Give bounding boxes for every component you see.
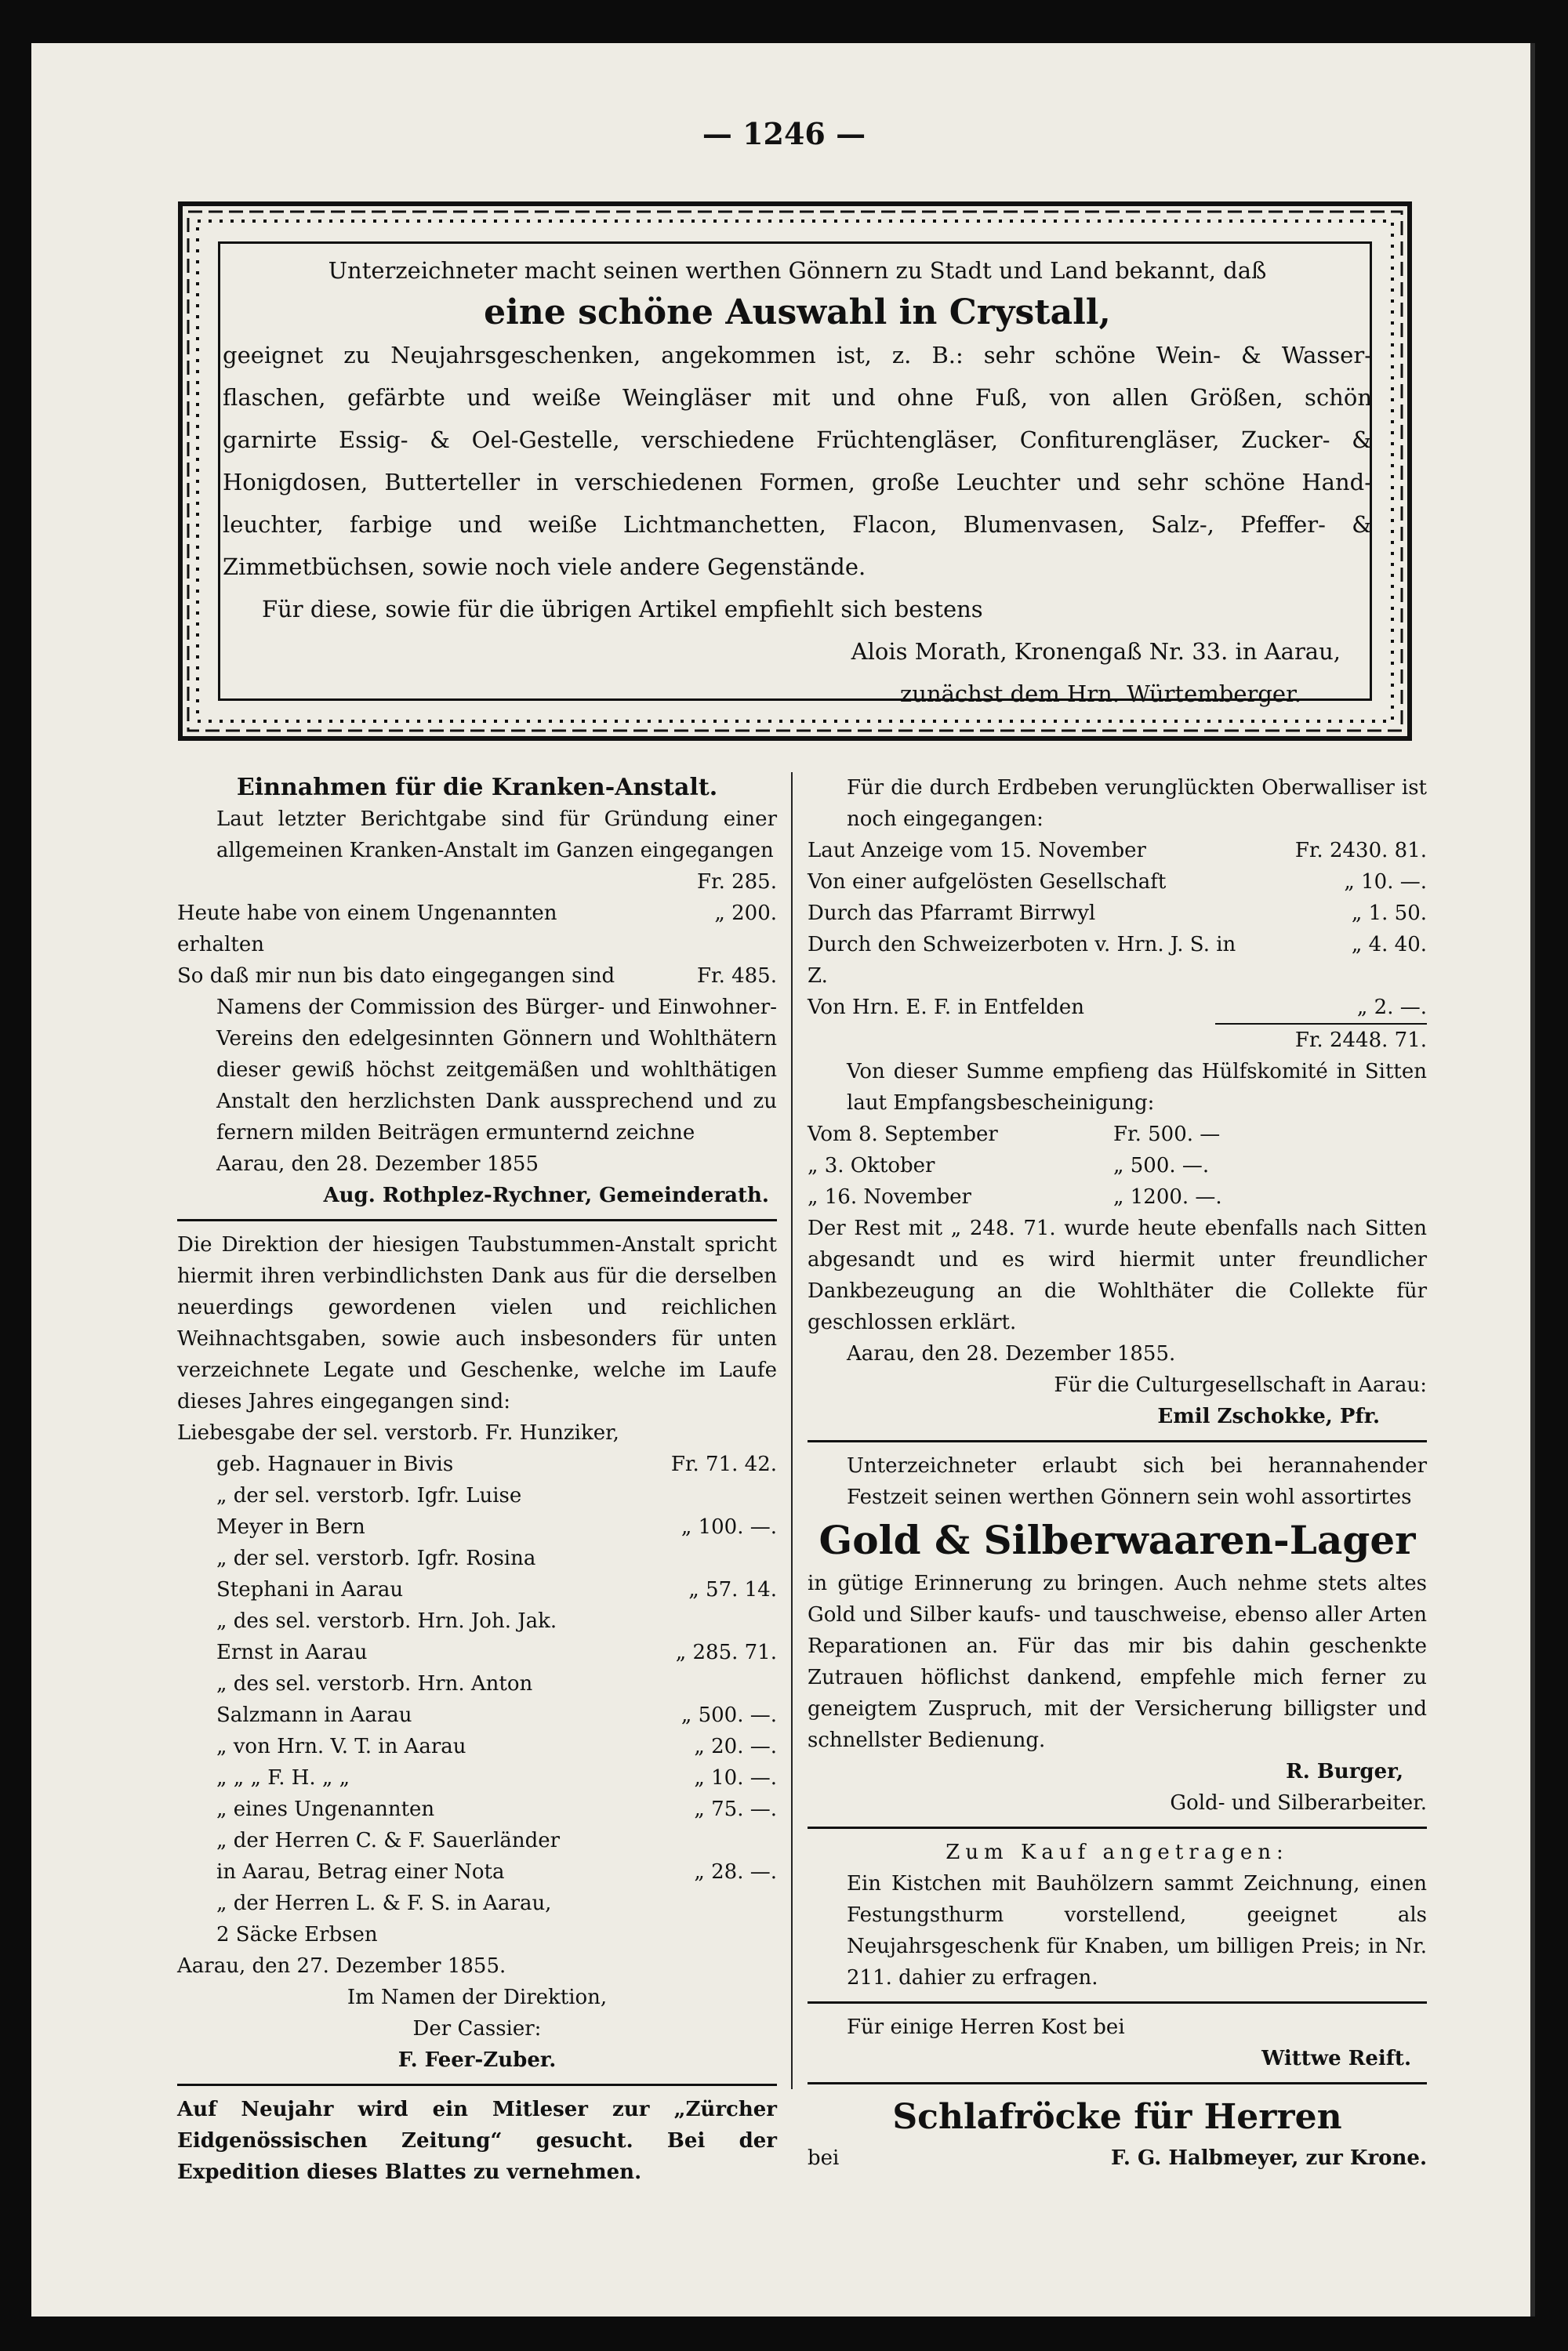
list-item: Vom 8. September Fr. 500. — — [808, 1123, 1221, 1146]
direktion-date: Aarau, den 27. Dezember 1855. — [177, 1954, 506, 1978]
divider — [808, 2082, 1427, 2084]
list-item: in Aarau, Betrag einer Nota „ 28. —. — [216, 1860, 777, 1884]
list-item: Meyer in Bern „ 100. —. — [216, 1515, 777, 1539]
legate-list — [177, 1449, 777, 1950]
sale-heading: Zum Kauf angetragen: — [946, 1841, 1289, 1864]
ad-signature: Alois Morath, Kronengaß Nr. 33. in Aarau, — [851, 638, 1341, 665]
kost-signer: Wittwe Reift. — [1261, 2047, 1411, 2070]
legate-first: Liebesgabe der sel. verstorb. Fr. Hunziker, — [177, 1421, 619, 1445]
list-item: Stephani in Aarau „ 57. 14. — [216, 1578, 777, 1602]
list-item: „ 16. November „ 1200. —. — [808, 1185, 1222, 1209]
list-item: Von Hrn. E. F. in Entfelden „ 2. —. — [808, 996, 1427, 1019]
sale-body: Ein Kistchen mit Bauhölzern sammt Zeichnung, einen Festungsthurm vorstellend, geeignet als Neujahrsgeschenk für Knaben, um billigen Preis; in Nr. 211. dahier zu erfragen. — [847, 1872, 1427, 1990]
kranken-date: Aarau, den 28. Dezember 1855 — [216, 1152, 539, 1176]
list-item: „ der Herren C. & F. Sauerländer — [216, 1829, 561, 1852]
list-item: „ der Herren L. & F. S. in Aarau, — [216, 1892, 552, 1915]
culture-society: Für die Culturgesellschaft in Aarau: — [1054, 1373, 1427, 1397]
list-item: Von einer aufgelösten Gesellschaft „ 10. —. — [808, 870, 1427, 894]
list-item: Laut Anzeige vom 15. November Fr. 2430. 81. — [808, 839, 1427, 862]
divider — [177, 2084, 777, 2086]
column-divider — [791, 772, 793, 2089]
ad-body-line: Zimmetbüchsen, sowie noch viele andere Gegenstände. — [223, 553, 866, 580]
kranken-today-row — [177, 898, 777, 960]
left-column — [177, 772, 777, 2188]
list-item: „ des sel. verstorb. Hrn. Joh. Jak. — [216, 1609, 557, 1633]
kranken-intro-amount-row — [177, 866, 777, 898]
kranken-total-amount: Fr. 485. — [696, 964, 777, 988]
oberwallis-intro: Für die durch Erdbeben verunglückten Oberwalliser ist noch eingegangen: — [847, 776, 1427, 831]
ad-body-line: leuchter, farbige und weiße Lichtmanchetten, Flacon, Blumenvasen, Salz-, Pfeffer- & — [223, 511, 1372, 538]
list-item: „ von Hrn. V. T. in Aarau „ 20. —. — [216, 1735, 777, 1758]
oberwallis-rest: Der Rest mit „ 248. 71. wurde heute ebenfalls nach Sitten abgesandt und es wird hiermit unter freundlicher Dankbezeugung an die Wohlthäter die Collekte für geschlossen erklärt. — [808, 1217, 1427, 1334]
page-number: — 1246 — — [702, 116, 866, 151]
list-item: „ „ „ F. H. „ „ „ 10. —. — [216, 1766, 777, 1790]
robes-sign-row — [808, 2142, 1427, 2174]
list-item: „ 3. Oktober „ 500. —. — [808, 1154, 1210, 1177]
list-item: geb. Hagnauer in Bivis Fr. 71. 42. — [216, 1453, 777, 1476]
list-item: „ eines Ungenannten „ 75. —. — [216, 1798, 777, 1821]
gold-intro: Unterzeichneter erlaubt sich bei herannahender Festzeit seinen werthen Gönnern sein wohl assortirtes — [847, 1454, 1427, 1509]
mitleser-notice: Auf Neujahr wird ein Mitleser zur „Zürcher Eidgenössischen Zeitung“ gesucht. Bei der Expedition dieses Blattes zu vernehmen. — [177, 2098, 777, 2184]
ad-recommend: Für diese, sowie für die übrigen Artikel empfiehlt sich bestens — [262, 596, 983, 622]
list-item: 2 Säcke Erbsen — [216, 1923, 378, 1946]
ad-body-line: flaschen, gefärbte und weiße Weingläser mit und ohne Fuß, von allen Größen, schön — [223, 384, 1372, 411]
oberwallis-date: Aarau, den 28. Dezember 1855. — [847, 1342, 1176, 1366]
kranken-today-label: Heute habe von einem Ungenannten erhalten — [177, 902, 557, 956]
gold-title: Gold & Silberwaaren-Lager — [818, 1517, 1416, 1563]
robes-bei: bei — [808, 2146, 840, 2170]
list-item: „ der sel. verstorb. Igfr. Luise — [216, 1484, 522, 1507]
robes-title: Schlafröcke für Herren — [892, 2097, 1342, 2137]
kranken-signer: Aug. Rothplez-Rychner, Gemeinderath. — [323, 1184, 769, 1207]
oberwallis-sum: Fr. 2448. 71. — [1215, 1023, 1427, 1056]
gold-signer-title: Gold- und Silberarbeiter. — [1170, 1791, 1427, 1815]
list-item: Durch das Pfarramt Birrwyl „ 1. 50. — [808, 902, 1427, 925]
ad-body-line: Honigdosen, Butterteller in verschiedenen Formen, große Leuchter und sehr schöne Hand- — [223, 469, 1372, 495]
kranken-intro-amount: Fr. 285. — [696, 870, 777, 894]
kranken-heading: Einnahmen für die Kranken-Anstalt. — [236, 774, 718, 801]
kranken-total-label: So daß mir nun bis dato eingegangen sind — [177, 964, 615, 988]
list-item: „ des sel. verstorb. Hrn. Anton — [216, 1672, 533, 1696]
direktion-sign-1: Im Namen der Direktion, — [347, 1986, 608, 2009]
crystal-advertisement — [177, 201, 1413, 742]
kranken-thanks: Namens der Commission des Bürger- und Einwohner-Vereins den edelgesinnten Gönnern und Wohlthätern dieser gewiß höchst zeitgemäßen und wohlthätigen Anstalt den herzlichsten Dank aussprechend und zu fernern milden Beiträgen ermunternd zeichne — [216, 996, 777, 1145]
direktion-sign-3: F. Feer-Zuber. — [397, 2048, 557, 2072]
divider — [177, 1219, 777, 1221]
kranken-total-row — [177, 960, 777, 992]
kranken-intro: Laut letzter Berichtgabe sind für Gründung einer allgemeinen Kranken-Anstalt im Ganzen eingegangen — [216, 807, 777, 862]
list-item: Ernst in Aarau „ 285. 71. — [216, 1641, 777, 1664]
divider — [808, 1827, 1427, 1829]
oberwallis-received: Von dieser Summe empfieng das Hülfskomité in Sitten laut Empfangsbescheinigung: — [847, 1060, 1427, 1115]
gold-body: in gütige Erinnerung zu bringen. Auch nehme stets altes Gold und Silber kaufs- und tauschweise, ebenso aller Arten Reparationen an. Für das mir bis dahin geschenkte Zutrauen höflichst dankend, empfehle mich ferner zu geneigtem Zuspruch, mit der Versicherung billigster und schnellster Bedienung. — [808, 1572, 1427, 1752]
ad-body-line: garnirte Essig- & Oel-Gestelle, verschiedene Früchtengläser, Confiturengläser, Zucker- & — [223, 426, 1372, 453]
direktion-sign-2: Der Cassier: — [412, 2017, 542, 2041]
gold-signer: R. Burger, — [1286, 1760, 1403, 1783]
ad-body-line: geeignet zu Neujahrsgeschenken, angekommen ist, z. B.: sehr schöne Wein- & Wasser- — [223, 342, 1372, 368]
ad-line1: Unterzeichneter macht seinen werthen Gönnern zu Stadt und Land bekannt, daß — [328, 257, 1267, 284]
direktion-intro: Die Direktion der hiesigen Taubstummen-Anstalt spricht hiermit ihren verbindlichsten Dank aus für die derselben neuerdings gewordenen vielen und reichlichen Weihnachtsgaben, sowie auch insbesonders für unten verzeichnete Legate und Geschenke, welche im Laufe dieses Jahres eingegangen sind: — [177, 1233, 777, 1413]
ad-text — [223, 249, 1372, 715]
right-column — [808, 772, 1427, 2174]
culture-signer: Emil Zschokke, Pfr. — [1157, 1405, 1380, 1428]
page-edge — [1530, 43, 1535, 2317]
divider — [808, 2001, 1427, 2004]
ad-signature-2: zunächst dem Hrn. Würtemberger. — [899, 680, 1301, 707]
kost-text: Für einige Herren Kost bei — [847, 2015, 1125, 2039]
ad-headline: eine schöne Auswahl in Crystall, — [484, 292, 1111, 332]
kranken-today-amount: „ 200. — [714, 902, 777, 925]
robes-signer: F. G. Halbmeyer, zur Krone. — [1111, 2146, 1427, 2170]
list-item: Durch den Schweizerboten v. Hrn. J. S. in Z. „ 4. 40. — [808, 933, 1427, 988]
list-item: „ der sel. verstorb. Igfr. Rosina — [216, 1547, 536, 1570]
list-item: Salzmann in Aarau „ 500. —. — [216, 1703, 777, 1727]
divider — [808, 1440, 1427, 1442]
